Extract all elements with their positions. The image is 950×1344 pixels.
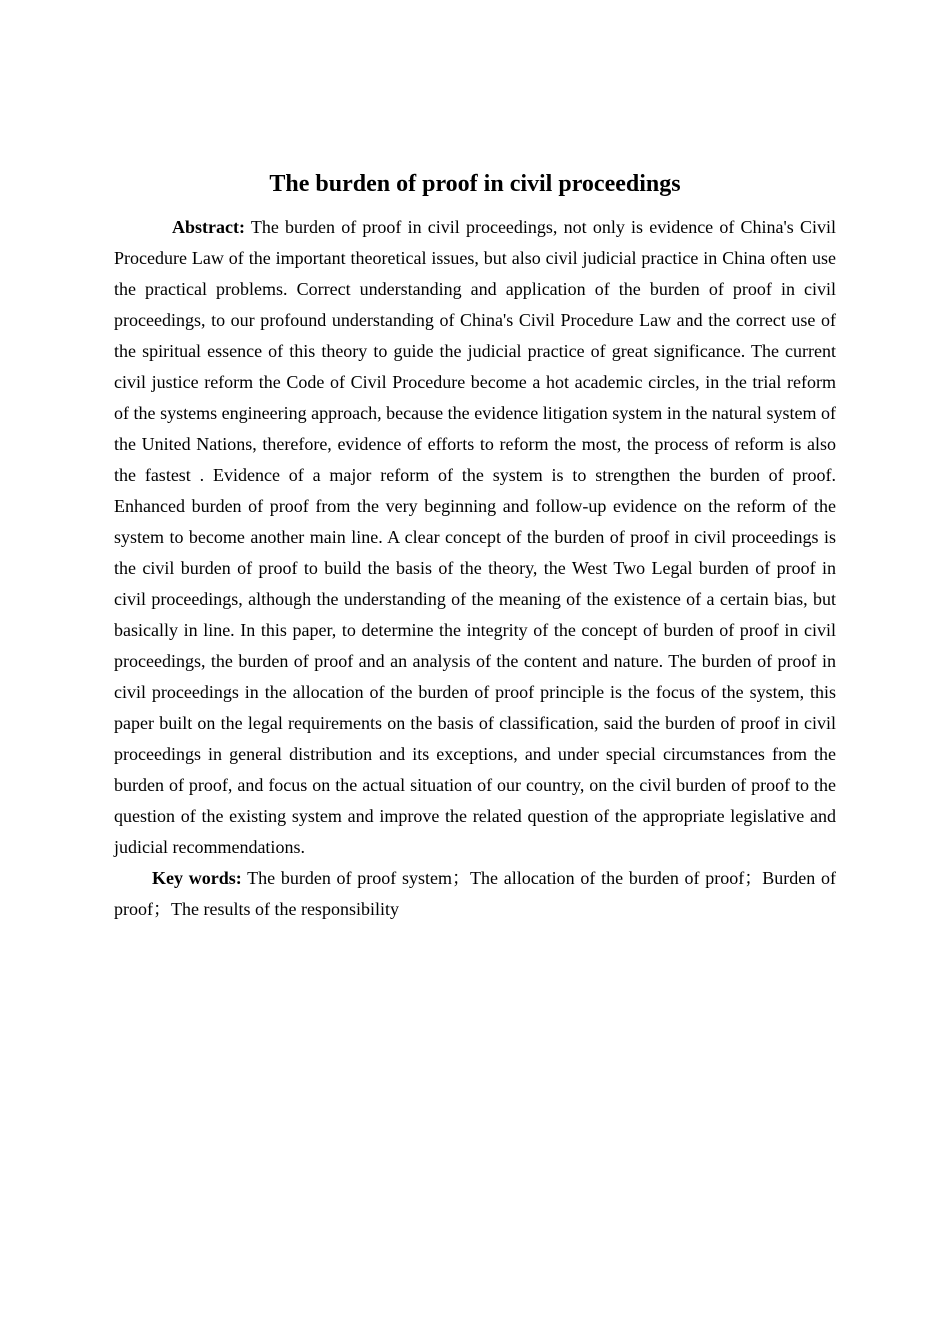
abstract-paragraph [114, 212, 836, 863]
document-page [114, 168, 836, 925]
keywords-label: Key words: [152, 868, 242, 888]
keywords-text: The burden of proof system；The allocation of the burden of proof；Burden of proof；The results of the responsibility [114, 868, 836, 919]
abstract-label: Abstract: [172, 217, 245, 237]
keywords-paragraph [114, 863, 836, 925]
abstract-text: The burden of proof in civil proceedings, not only is evidence of China's Civil Procedure Law of the important theoretical issues, but also civil judicial practice in China often use the practical problems. Correct understanding and application of the burden of proof in civil proceedings, to our profound understanding of China's Civil Procedure Law and the correct use of the spiritual essence of this theory to guide the judicial practice of great significance. The current civil justice reform the Code of Civil Procedure become a hot academic circles, in the trial reform of the systems engineering approach, because the evidence litigation system in the natural system of the United Nations, therefore, evidence of efforts to reform the most, the process of reform is also the fastest . Evidence of a major reform of the system is to strengthen the burden of proof. Enhanced burden of proof from the very beginning and follow-up evidence on the reform of the system to become another main line. A clear concept of the burden of proof in civil proceedings is the civil burden of proof to build the basis of the theory, the West Two Legal burden of proof in civil proceedings, although the understanding of the meaning of the existence of a certain bias, but basically in line. In this paper, to determine the integrity of the concept of burden of proof in civil proceedings, the burden of proof and an analysis of the content and nature. The burden of proof in civil proceedings in the allocation of the burden of proof principle is the focus of the system, this paper built on the legal requirements on the basis of classification, said the burden of proof in civil proceedings in general distribution and its exceptions, and under special circumstances from the burden of proof, and focus on the actual situation of our country, on the civil burden of proof to the question of the existing system and improve the related question of the appropriate legislative and judicial recommendations. [114, 217, 836, 857]
document-title: The burden of proof in civil proceedings [269, 171, 681, 197]
